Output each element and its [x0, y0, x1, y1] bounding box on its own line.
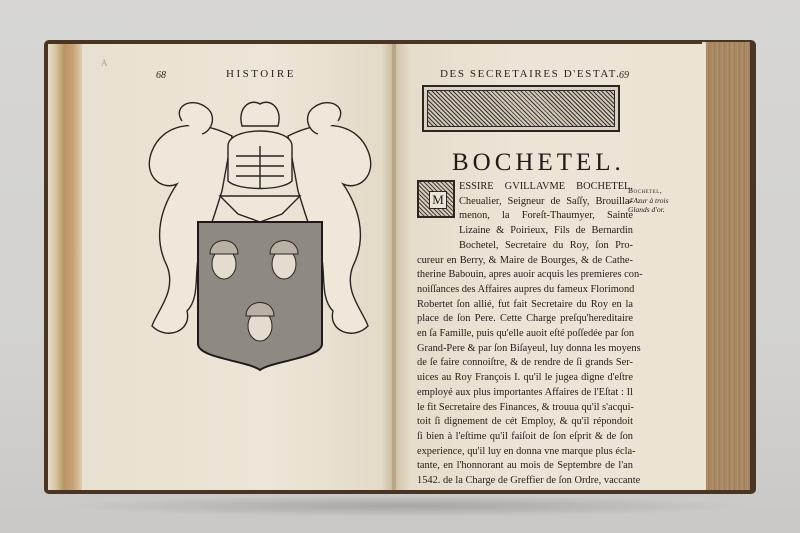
text-line: Cheualier, Seigneur de Saſſy, Brouilla- — [459, 195, 633, 207]
text-line: Robertet ſon allié, fut fait Secretaire du Roy en la — [417, 298, 633, 310]
margin-note-line: Glands d'or. — [628, 205, 665, 214]
margin-note — [628, 186, 700, 215]
text-line: menon, la Foreſt-Thaumyer, Sainte — [459, 210, 633, 222]
left-page-number: 68 — [156, 70, 166, 81]
text-line: place de ſon Pere. Cette Charge preſqu'hereditaire — [417, 313, 633, 325]
text-line: de ſe faire connoiſtre, & de rendre de ſi grands Ser- — [417, 357, 633, 369]
text-line: 1542. de la Charge de Greffier de ſon Ordre, vaccante — [417, 475, 641, 487]
decorative-headpiece — [422, 85, 620, 132]
page-block-left-edge — [48, 44, 84, 490]
drop-cap-letter: M — [429, 191, 447, 209]
text-line: employé aux plus importantes Affaires de l'Eſtat : Il — [417, 386, 633, 398]
text-line: therine Babouin, apres auoir acquis les premieres con- — [417, 269, 643, 281]
signature-mark: A — [101, 58, 108, 68]
drop-cap — [417, 180, 455, 218]
text-line: experience, qu'il luy en donna vne marque plus écla- — [417, 445, 636, 457]
table-shadow — [60, 495, 750, 517]
body-text — [417, 180, 643, 489]
text-line: Grand-Pere & par ſon Biſayeul, luy donna les moyens — [417, 342, 641, 354]
right-page-number: 69 — [619, 70, 629, 81]
page-block-right-edge — [706, 42, 750, 490]
text-line: cureur en Berry, & Maire de Bourges, & de Cathe- — [417, 254, 633, 266]
text-line: ſi bien à l'eſtime qu'il faiſoit de ſon eſprit & de ſon — [417, 430, 633, 442]
text-line: toit ſi dignement de cét Employ, & qu'il répondoit — [417, 416, 633, 428]
left-running-head: HISTOIRE — [226, 68, 296, 80]
text-line: Bochetel, Secretaire du Roy, ſon Pro- — [459, 239, 633, 251]
text-line: noiſſances des Affaires aupres du fameux Florimond — [417, 283, 635, 295]
text-line: uices au Roy François I. qu'il le jugea digne d'eſtre — [417, 372, 633, 384]
text-line: Lizaine & Poirieux, Fils de Bernardin — [459, 225, 633, 237]
text-line: en ſa Famille, puis qu'elle auoit eſté poſſedée par ſon — [417, 328, 635, 340]
right-running-head: DES SECRETAIRES D'ESTAT. — [440, 68, 621, 80]
margin-note-line: d'Azur à trois — [628, 195, 669, 205]
text-line: le fit Secretaire des Finances, & trouua qu'il s'acqui- — [417, 401, 634, 413]
chapter-title: BOCHETEL. — [452, 149, 625, 176]
margin-note-title: Bochetel, — [628, 186, 663, 195]
text-line: tante, en l'honnorant au mois de Septembre de l'an — [417, 460, 633, 472]
coat-of-arms-icon — [132, 96, 388, 372]
text-line: ESSIRE GVILLAVME BOCHETEL, — [459, 181, 633, 192]
book-gutter — [392, 44, 396, 490]
headpiece-ornament-icon — [427, 90, 615, 127]
